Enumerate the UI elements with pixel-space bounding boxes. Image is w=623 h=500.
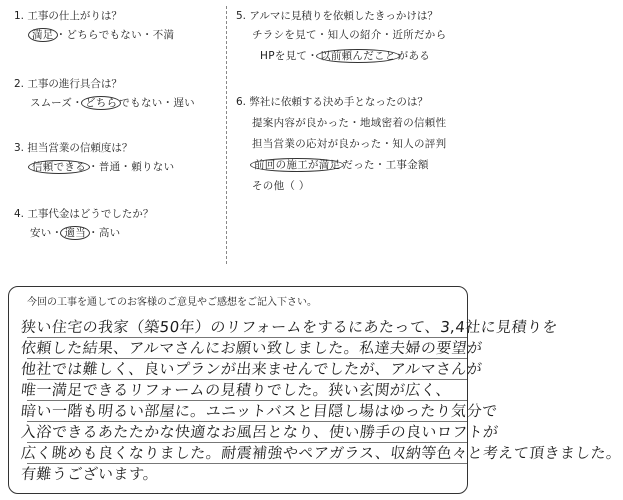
answer-options	[30, 161, 174, 174]
handwritten-line: 入浴できるあたたかな快適なお風呂となり、使い勝手の良いロフトが	[20, 423, 500, 441]
question-4	[14, 208, 153, 240]
answer-options: 提案内容が良かった・地域密着の信頼性	[252, 117, 447, 129]
question-2	[14, 78, 195, 110]
answer-text: HPを見て・	[260, 50, 319, 62]
answer-options: チラシを見て・知人の紹介・近所だから	[252, 29, 447, 41]
answer-text: でもない・遅い	[119, 97, 195, 109]
selected-answer: どちら	[81, 96, 121, 110]
handwritten-line: 暗い一階も明るい部屋に。ユニットバスと目隠し場はゆったり気分で	[20, 402, 499, 420]
answer-text: ・どちらでもない・不満	[55, 29, 175, 41]
answer-text: 安い・	[30, 227, 63, 239]
answer-text: だった・工事金額	[342, 159, 429, 171]
question-title: 4. 工事代金はどうでしたか？	[14, 208, 154, 220]
question-title: 3. 担当営業の信頼度は？	[14, 142, 133, 154]
answer-options	[30, 29, 174, 42]
selected-answer: 信頼できる	[28, 160, 90, 174]
answer-text: がある	[397, 50, 431, 62]
answer-text: ・普通・頼りない	[88, 161, 175, 173]
column-divider	[226, 6, 227, 264]
question-6	[236, 96, 446, 193]
handwritten-comment	[20, 317, 623, 485]
answer-options	[30, 227, 153, 240]
question-title: 1. 工事の仕上がりは？	[14, 10, 122, 22]
answer-options	[252, 159, 446, 172]
question-5	[236, 10, 446, 63]
question-title: 6. 弊社に依頼する決め手となったのは？	[236, 96, 428, 108]
handwritten-line: 他社では難しく、良いプランが出来ませんでしたが、アルマさんが	[20, 360, 484, 378]
handwritten-line: 有難うございます。	[20, 465, 160, 483]
comment-heading: 今回の工事を通してのお客様のご意見やご感想をご記入下さい。	[27, 297, 317, 308]
question-1	[14, 10, 174, 42]
answer-options: 担当営業の応対が良かった・知人の評判	[252, 138, 447, 150]
answer-text: スムーズ・	[30, 97, 83, 109]
answer-options	[260, 50, 446, 63]
other-option: その他（ ）	[252, 180, 310, 192]
selected-answer: 満足	[28, 28, 58, 42]
selected-answer: 適当	[60, 226, 90, 240]
answer-options	[30, 97, 195, 110]
question-title: 5. アルマに見積りを依頼したきっかけは？	[236, 10, 438, 22]
handwritten-line: 狭い住宅の我家（築50年）のリフォームをするにあたって、3,4社に見積りを	[20, 318, 559, 336]
handwritten-line: 依頼した結果、アルマさんにお願い致しました。私達夫婦の要望が	[20, 339, 484, 357]
comment-box	[8, 286, 623, 494]
handwritten-line: 唯一満足できるリフォームの見積りでした。狭い玄関が広く、	[20, 381, 453, 399]
answer-text: ・高い	[88, 227, 121, 239]
selected-answer: 以前頼んだこと	[316, 49, 400, 63]
question-title: 2. 工事の進行具合は？	[14, 78, 122, 90]
question-3	[14, 142, 174, 174]
selected-answer: 前回の施工が満足	[250, 158, 344, 172]
handwritten-line: 広く眺めも良くなりました。耐震補強やペアガラス、収納等色々と考えて頂きました。	[20, 444, 623, 462]
